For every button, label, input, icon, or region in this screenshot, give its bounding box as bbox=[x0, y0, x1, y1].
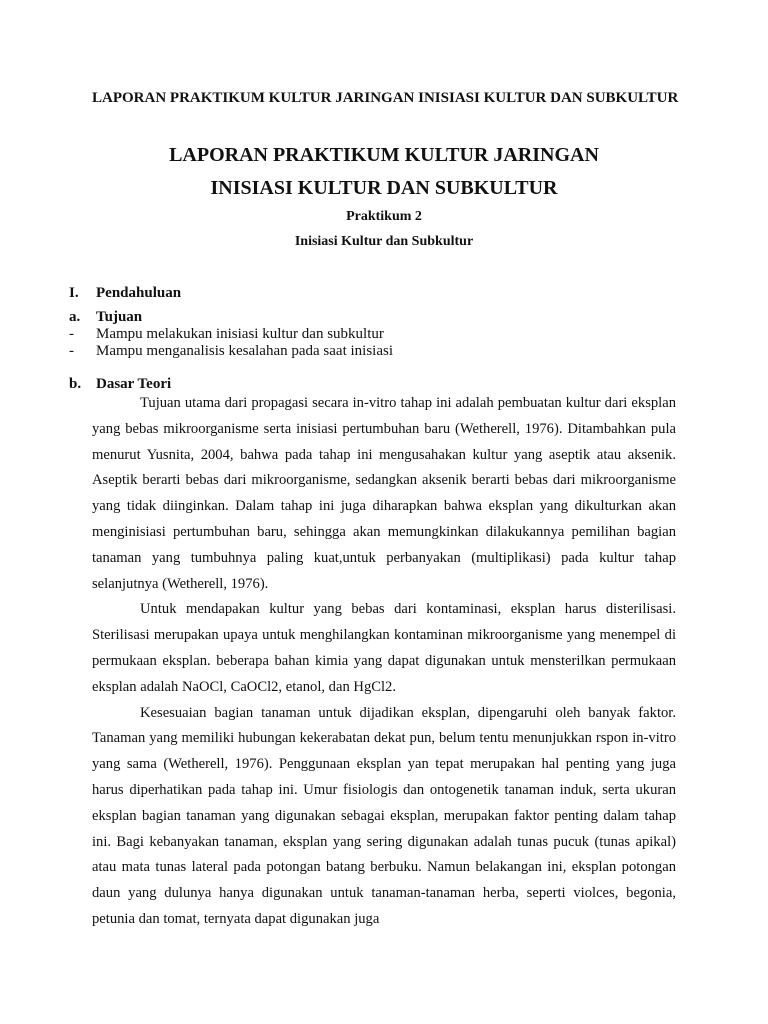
subtitle-topic: Inisiasi Kultur dan Subkultur bbox=[294, 234, 474, 249]
subsection-label: Dasar Teori bbox=[96, 376, 172, 392]
subsection-marker: a. bbox=[69, 309, 81, 325]
subsection-heading-tujuan bbox=[69, 309, 142, 326]
section-marker: I. bbox=[69, 285, 79, 301]
goal-text: Mampu menganalisis kesalahan pada saat inisiasi bbox=[96, 343, 394, 359]
goal-list-item bbox=[69, 326, 384, 343]
paragraph: Untuk mendapakan kultur yang bebas dari kontaminasi, eksplan harus disterilisasi. Sterilisasi merupakan upaya untuk menghilangkan kontaminan mikroorganisme yang menempel di permukaan eksplan. beberapa bahan kimia yang dapat digunakan untuk mensterilkan permukaan eksplan adalah NaOCl, CaOCl2, etanol, dan HgCl2. bbox=[92, 601, 676, 695]
subsection-label: Tujuan bbox=[96, 309, 143, 325]
goal-text: Mampu melakukan inisiasi kultur dan subkultur bbox=[96, 326, 384, 342]
section-label: Pendahuluan bbox=[96, 285, 182, 301]
document-header-title: LAPORAN PRAKTIKUM KULTUR JARINGAN INISIASI KULTUR DAN SUBKULTUR bbox=[92, 90, 679, 106]
section-heading-pendahuluan bbox=[69, 285, 181, 302]
paragraph: Kesesuaian bagian tanaman untuk dijadikan eksplan, dipengaruhi oleh banyak faktor. Tanaman yang memiliki hubungan kekerabatan dekat pun, belum tentu menunjukkan rspon in-vitro yang sama (Wetherell, 1976). Penggunaan eksplan yan tepat merupakan hal penting yang juga harus diperhatikan pada tahap ini. Umur fisiologis dan ontogenetik tanaman induk, serta ukuran eksplan bagian tanaman yang digunakan sebagai eksplan, merupakan faktor penting dalam tahap ini. Bagi kebanyakan tanaman, eksplan yang sering digunakan adalah tunas pucuk (tunas apikal) atau mata tunas lateral pada potongan batang berbuku. Namun belakangan ini, eksplan potongan daun yang dulunya hanya digunakan untuk tanaman-tanaman herba, seperti violces, begonia, petunia dan tomat, ternyata dapat digunakan juga bbox=[92, 704, 676, 927]
paragraph: Tujuan utama dari propagasi secara in-vitro tahap ini adalah pembuatan kultur dari eksplan yang bebas mikroorganisme serta inisiasi pertumbuhan baru (Wetherell, 1976). Ditambahkan pula menurut Yusnita, 2004, bahwa pada tahap ini mengusahakan kultur yang aseptik atau aksenik. Aseptik berarti bebas dari mikroorganisme, sedangkan aksenik berarti bebas dari mikroorganisme yang tidak diinginkan. Dalam tahap ini juga diharapkan bahwa eksplan yang dikulturkan akan menginisiasi pertumbuhan baru, sehingga akan memungkinkan dilakukannya pemilihan bagian tanaman yang tumbuhnya paling kuat,untuk perbanyakan (multiplikasi) pada kultur tahap selanjutnya (Wetherell, 1976). bbox=[92, 395, 676, 592]
body-text bbox=[92, 391, 676, 933]
subtitle-practicum: Praktikum 2 bbox=[346, 209, 422, 224]
bullet-dash: - bbox=[69, 326, 74, 342]
main-title-line1: LAPORAN PRAKTIKUM KULTUR JARINGAN bbox=[169, 144, 599, 166]
main-title-line2: INISIASI KULTUR DAN SUBKULTUR bbox=[210, 177, 558, 199]
subsection-marker: b. bbox=[69, 376, 82, 392]
goal-list-item bbox=[69, 343, 393, 360]
bullet-dash: - bbox=[69, 343, 74, 359]
